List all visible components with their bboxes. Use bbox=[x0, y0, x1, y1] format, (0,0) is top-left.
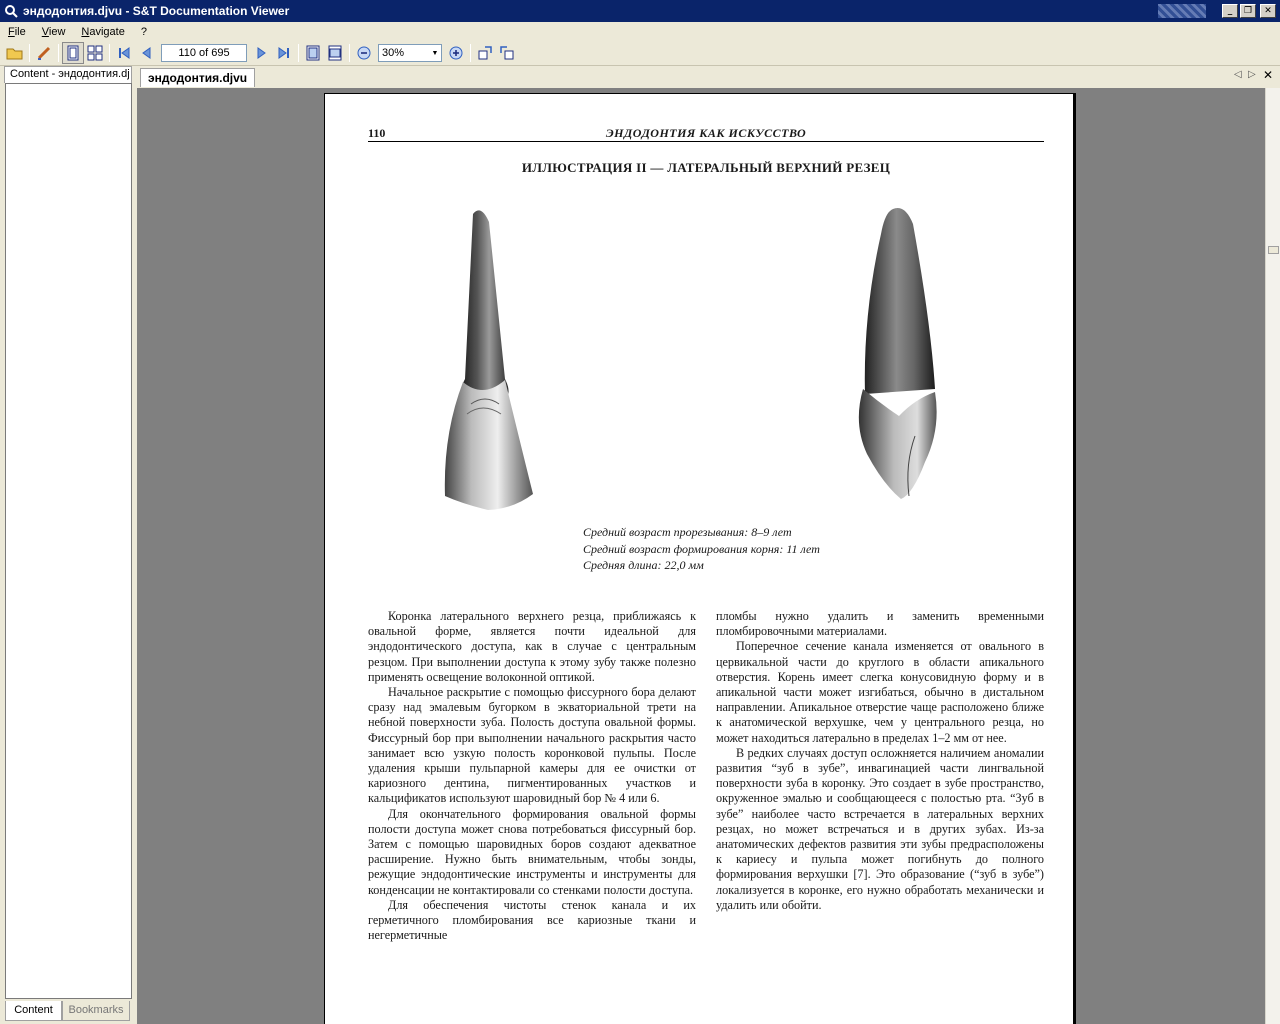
chevron-down-icon[interactable]: ▼ bbox=[431, 49, 439, 57]
text-column-right bbox=[716, 609, 1044, 913]
text-column-left bbox=[368, 609, 696, 943]
document-tab[interactable]: эндодонтия.djvu bbox=[140, 68, 255, 87]
content-tree-panel[interactable] bbox=[5, 83, 132, 999]
close-button[interactable]: ✕ bbox=[1260, 4, 1276, 18]
paragraph: Для окончательного формирования овальной формы полости доступа может снова потребоваться фиссурный бор. Затем с помощью шаровидных боров создают адекватное расширение. Нужно быть внимательным, чтобы зонды, режущие эндодонтические инструменты и инструменты для конденсации не контактировали со стенками полости доступа. bbox=[368, 806, 696, 897]
illustration-title: ИЛЛЮСТРАЦИЯ II — ЛАТЕРАЛЬНЫЙ ВЕРХНИЙ РЕЗЕЦ bbox=[521, 160, 891, 175]
tab-scroll-right-icon[interactable]: ▷ bbox=[1248, 69, 1256, 80]
menu-file[interactable]: File bbox=[8, 25, 26, 38]
document-viewport[interactable] bbox=[137, 88, 1265, 1024]
toolbar-separator bbox=[470, 44, 471, 62]
running-title: ЭНДОДОНТИЯ КАК ИСКУССТВО bbox=[605, 126, 807, 140]
first-page-icon[interactable] bbox=[113, 42, 135, 64]
multi-page-view-icon[interactable] bbox=[84, 42, 106, 64]
vertical-scrollbar[interactable] bbox=[1265, 88, 1280, 1024]
tab-scroll-left-icon[interactable]: ◁ bbox=[1234, 69, 1242, 80]
minimize-button[interactable]: _ bbox=[1222, 4, 1238, 18]
left-panel-bottom-tabs bbox=[5, 1001, 130, 1021]
toolbar-separator bbox=[298, 44, 299, 62]
fit-width-icon[interactable] bbox=[324, 42, 346, 64]
menu-navigate[interactable]: Navigate bbox=[81, 25, 125, 38]
next-page-icon[interactable] bbox=[251, 42, 273, 64]
close-tab-icon[interactable]: ✕ bbox=[1263, 68, 1274, 82]
caption-eruption-age: Средний возраст прорезывания: 8–9 лет bbox=[583, 525, 792, 539]
tab-content[interactable]: Content bbox=[5, 1001, 62, 1021]
page-number: 110 bbox=[368, 126, 386, 140]
scrollbar-thumb[interactable] bbox=[1268, 246, 1279, 254]
fit-page-icon[interactable] bbox=[302, 42, 324, 64]
tooth-lingual-view-image bbox=[443, 204, 543, 514]
previous-page-icon[interactable] bbox=[135, 42, 157, 64]
titlebar-pattern bbox=[1158, 4, 1206, 18]
rotate-left-icon[interactable] bbox=[474, 42, 496, 64]
title-bar bbox=[0, 0, 1280, 22]
window-title: эндодонтия.djvu - S&T Documentation Viewer bbox=[23, 4, 290, 18]
single-page-view-icon[interactable] bbox=[62, 42, 84, 64]
restore-button[interactable]: ❐ bbox=[1240, 4, 1256, 18]
caption-average-length: Средняя длина: 22,0 мм bbox=[583, 558, 704, 572]
running-header bbox=[368, 126, 1044, 142]
edit-pencil-icon[interactable] bbox=[33, 42, 55, 64]
zoom-select[interactable] bbox=[378, 44, 442, 62]
zoom-out-icon[interactable] bbox=[353, 42, 375, 64]
tab-bookmarks[interactable]: Bookmarks bbox=[62, 1001, 130, 1021]
menu-help[interactable]: ? bbox=[140, 25, 147, 38]
tooth-proximal-view-image bbox=[853, 204, 943, 504]
toolbar-separator bbox=[109, 44, 110, 62]
toolbar bbox=[0, 41, 1280, 66]
last-page-icon[interactable] bbox=[273, 42, 295, 64]
rotate-right-icon[interactable] bbox=[496, 42, 518, 64]
paragraph: Поперечное сечение канала изменяется от овального в цервикальной части до круглого в области апикального отверстия. Корень имеет слегка конусовидную форму и в апикальной части может изгибаться, обычно в дистальном направлении. Апикальное отверстие чаще расположено ближе к анатомической верхушке, чем у центрального резца, но может находиться латерально в пределах 1–2 мм от нее. bbox=[716, 639, 1044, 745]
open-folder-icon[interactable] bbox=[4, 42, 26, 64]
paragraph: Коронка латерального верхнего резца, приближаясь к овальной форме, является почти идеальной для эндодонтического доступа, как в случае с центральным резцом. При выполнении доступа к этому зубу также полезно применять освещение волоконной оптикой. bbox=[368, 609, 696, 684]
paragraph: пломбы нужно удалить и заменить временными пломбировочными материалами. bbox=[716, 609, 1044, 639]
toolbar-separator bbox=[29, 44, 30, 62]
menu-view[interactable]: View bbox=[41, 25, 66, 38]
toolbar-separator bbox=[349, 44, 350, 62]
app-icon bbox=[3, 3, 19, 19]
zoom-in-icon[interactable] bbox=[445, 42, 467, 64]
menu-bar bbox=[0, 22, 1280, 41]
toolbar-separator bbox=[58, 44, 59, 62]
paragraph: В редких случаях доступ осложняется наличием аномалии развития “зуб в зубе”, инвагинацией части лингвальной поверхности зуба в коронку. Это создает в зубе пространство, окруженное эмалью и сообщающееся с полостью рта. “Зуб в зубе” наиболее часто встречается в латеральных верхних резцах, но может встречаться и в других зубах. Из-за анатомических дефектов развития эти зубы предрасположены к кариесу и пульпа может погибнуть до полного формирования верхушки [7]. Это образование (“зуб в зубе”) локализуется в коронке, его нужно обработать механически и удалить или обойти. bbox=[716, 745, 1044, 912]
document-page bbox=[324, 93, 1074, 1024]
paragraph: Начальное раскрытие с помощью фиссурного бора делают сразу над эмалевым бугорком в экваториальной трети на небной поверхности зуба. Полость доступа овальной формы. Фиссурный бор при выполнении начального раскрытия часто занимает всю узкую полость коронковой пульпы. После удаления крыши пульпарной камеры для ее очистки от кариозного дентина, пигментированных участков и кальцификатов используют шаровидный бор № 4 или 6. bbox=[368, 685, 696, 806]
page-number-input[interactable]: 110 of 695 bbox=[161, 44, 247, 62]
zoom-value: 30% bbox=[382, 47, 405, 59]
paragraph: Для обеспечения чистоты стенок канала и их герметичного пломбирования все кариозные ткани и негерметичные bbox=[368, 897, 696, 943]
illustration-captions bbox=[583, 524, 820, 574]
left-panel-tab[interactable]: Content - эндодонтия.dj bbox=[4, 66, 132, 83]
caption-root-formation-age: Средний возраст формирования корня: 11 лет bbox=[583, 541, 820, 556]
